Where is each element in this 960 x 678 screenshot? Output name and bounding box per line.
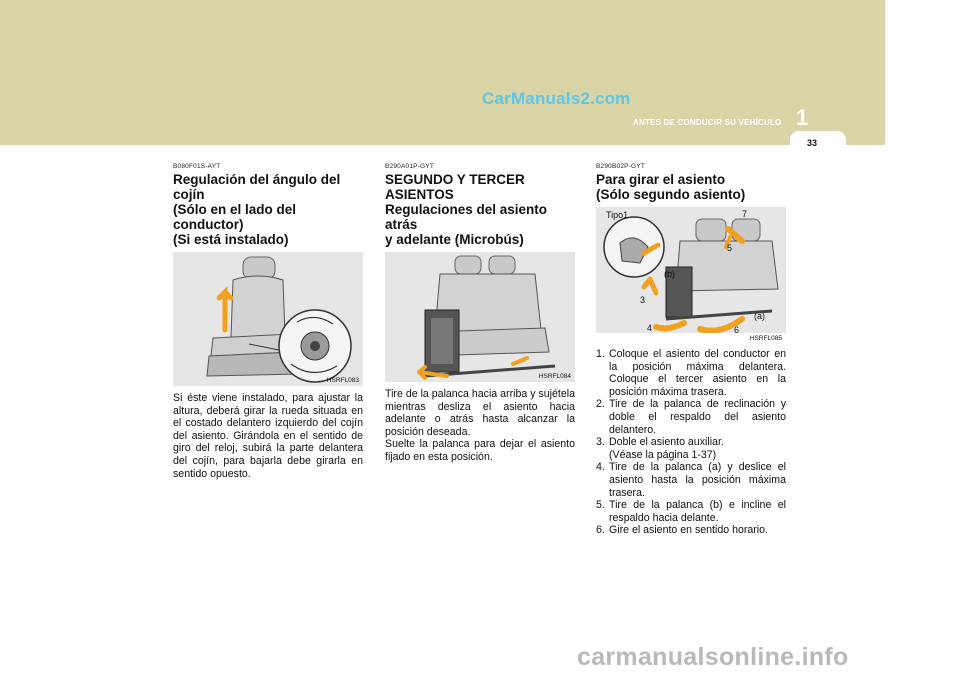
header-watermark[interactable]: CarManuals2.com <box>482 89 631 108</box>
section-code: B290B02P-GYT <box>596 163 646 170</box>
step-text: Doble el asiento auxiliar. <box>609 436 724 449</box>
step-text: Tire de la palanca de reclinación y doble el respaldo del asiento delantero. <box>609 398 786 436</box>
step-number: 5. <box>596 499 605 512</box>
figure-rotating-seat <box>596 207 786 333</box>
step-text: Gire el asiento en sentido horario. <box>609 524 768 537</box>
step-number: 4. <box>596 461 605 474</box>
body-paragraph: Si éste viene instalado, para ajustar la altura, deberá girar la rueda situada en el costado delantero izquierdo del cojín del asiento. Girándola en el sentido de giro del reloj, subirá la parte delantera del cojín, para bajarla debe girarla en sentido opuesto. <box>173 392 363 480</box>
section-title-seats <box>385 172 575 247</box>
step-text: Coloque el asiento del conductor en la posición máxima delantera. Coloque el tercer asiento en la posición máxima trasera. <box>609 348 786 398</box>
column-second-third-seats <box>385 163 575 464</box>
label-a: (a) <box>754 311 765 321</box>
step-number: 1. <box>596 348 605 360</box>
list-item <box>596 461 786 499</box>
title-line: Para girar el asiento <box>596 172 726 187</box>
title-line: ASIENTOS <box>385 187 454 202</box>
footer-watermark[interactable]: carmanualsonline.info <box>577 643 849 671</box>
bench-seat-illustration <box>385 252 575 382</box>
list-item <box>596 436 786 461</box>
section-title-cushion <box>173 172 363 247</box>
figure-bench-seat <box>385 252 575 382</box>
seat-illustration <box>173 252 363 386</box>
label-7: 7 <box>742 209 748 219</box>
label-5: 5 <box>727 243 733 253</box>
list-item <box>596 348 786 398</box>
title-line: (Sólo segundo asiento) <box>596 187 746 202</box>
step-number: 3. <box>596 436 605 449</box>
step-number: 6. <box>596 524 605 537</box>
list-item <box>596 524 786 537</box>
label-4: 4 <box>647 323 653 333</box>
step-number: 2. <box>596 398 605 411</box>
figure-caption: HSRFL083 <box>326 377 359 384</box>
page-number-tab <box>790 131 846 149</box>
figure-caption: HSRFL084 <box>538 373 571 380</box>
figure-cushion-seat <box>173 252 363 386</box>
section-code: B080F01S-AYT <box>173 163 221 170</box>
title-line: SEGUNDO Y TERCER <box>385 172 525 187</box>
step-text: Tire de la palanca (a) y deslice el asiento hasta la posición máxima trasera. <box>609 461 786 499</box>
step-subtext: (Véase la página 1-37) <box>609 448 717 461</box>
label-b: (b) <box>664 269 675 279</box>
title-line: (Sólo en el lado del conductor) <box>173 202 297 232</box>
figure-caption: HSRFL085 <box>749 335 782 342</box>
section-title-rotate <box>596 172 786 202</box>
body-paragraph: Tire de la palanca hacia arriba y sujétela mientras desliza el asiento hacia adelante o atrás hasta alcanzar la posición deseada. Suelte la palanca para dejar el asiento fijado en esta posición. <box>385 388 575 463</box>
label-6: 6 <box>734 325 740 333</box>
steps-list <box>596 348 786 537</box>
title-line: (Si está instalado) <box>173 232 289 247</box>
title-line: y adelante (Microbús) <box>385 232 524 247</box>
label-tipo: Tipo1 <box>606 210 629 220</box>
step-text: Tire de la palanca (b) e incline el respaldo hacia delante. <box>609 499 786 524</box>
list-item <box>596 398 786 436</box>
section-code: B290A01P-GYT <box>385 163 435 170</box>
column-cushion-angle <box>173 163 363 480</box>
column-rotate-seat <box>596 163 786 537</box>
label-3: 3 <box>640 295 646 305</box>
title-line: Regulación del ángulo del cojín <box>173 172 341 202</box>
chapter-number: 1 <box>796 105 809 130</box>
page-number: 33 <box>807 138 818 148</box>
title-line: Regulaciones del asiento atrás <box>385 202 548 232</box>
list-item <box>596 499 786 524</box>
section-title: ANTES DE CONDUCIR SU VEHÍCULO <box>633 118 782 127</box>
